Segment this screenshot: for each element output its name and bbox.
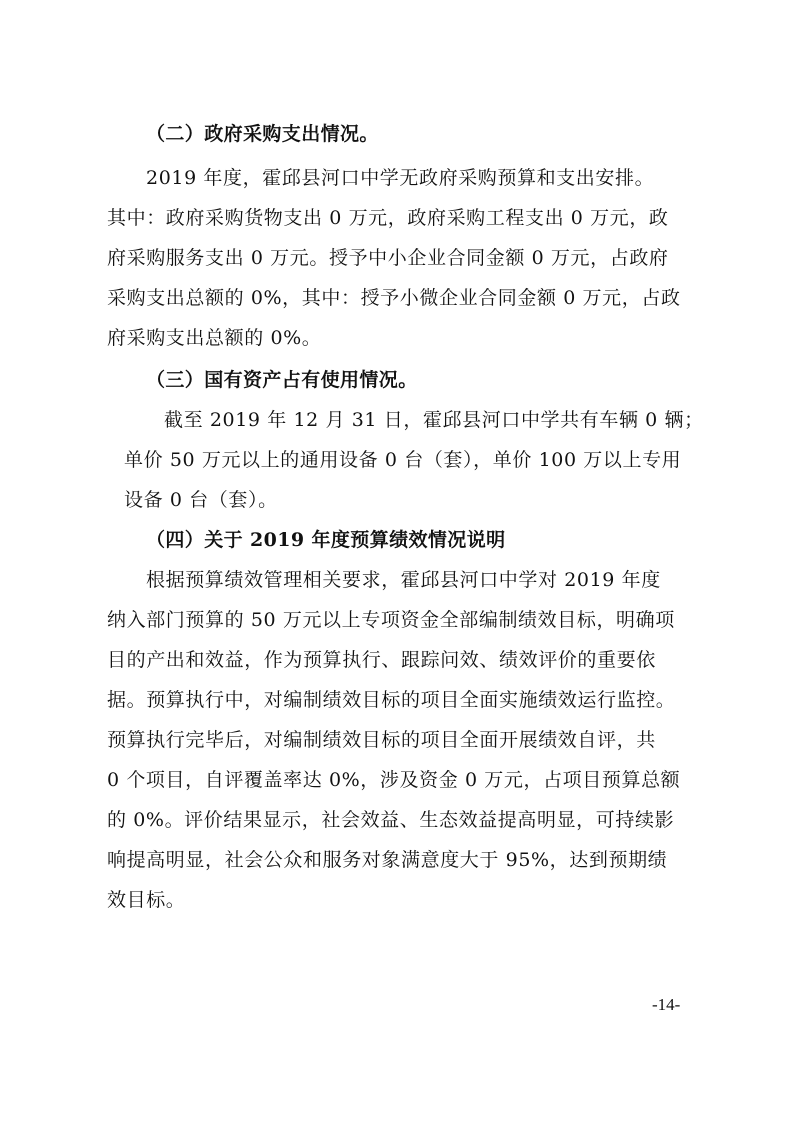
section-3-heading: （三）国有资产占有使用情况。 xyxy=(146,369,418,391)
section-4-line-5: 预算执行完毕后，对编制绩效目标的项目全面开展绩效自评，共 xyxy=(107,729,656,751)
section-4-line-3: 目的产出和效益，作为预算执行、跟踪问效、绩效评价的重要依 xyxy=(107,649,656,671)
page-number: -14- xyxy=(652,995,681,1014)
section-4-heading: （四）关于 2019 年度预算绩效情况说明 xyxy=(146,529,506,551)
section-2-heading: （二）政府采购支出情况。 xyxy=(146,123,379,145)
section-3-line-3: 设备 0 台（套）。 xyxy=(124,489,278,511)
section-4-line-4: 据。预算执行中，对编制绩效目标的项目全面实施绩效运行监控。 xyxy=(107,689,676,711)
section-4-line-9: 效目标。 xyxy=(107,889,186,911)
section-4-line-7: 的 0%。评价结果显示，社会效益、生态效益提高明显，可持续影 xyxy=(107,809,675,831)
section-3-line-1: 截至 2019 年 12 月 31 日，霍邱县河口中学共有车辆 0 辆； xyxy=(164,409,704,431)
section-2-line-4: 采购支出总额的 0%，其中：授予小微企业合同金额 0 万元，占政 xyxy=(107,287,681,309)
section-2-line-3: 府采购服务支出 0 万元。授予中小企业合同金额 0 万元，占政府 xyxy=(107,247,669,269)
section-3-line-2: 单价 50 万元以上的通用设备 0 台（套），单价 100 万以上专用 xyxy=(124,449,682,471)
section-4-line-6: 0 个项目，自评覆盖率达 0%，涉及资金 0 万元，占项目预算总额 xyxy=(107,769,681,791)
section-4-line-8: 响提高明显，社会公众和服务对象满意度大于 95%，达到预期绩 xyxy=(107,849,668,871)
section-4-line-1: 根据预算绩效管理相关要求，霍邱县河口中学对 2019 年度 xyxy=(146,569,661,591)
section-2-line-2: 其中：政府采购货物支出 0 万元，政府采购工程支出 0 万元，政 xyxy=(107,207,669,229)
section-4-line-2: 纳入部门预算的 50 万元以上专项资金全部编制绩效目标，明确项 xyxy=(107,609,675,631)
section-2-line-1: 2019 年度，霍邱县河口中学无政府采购预算和支出安排。 xyxy=(146,167,655,189)
section-2-line-5: 府采购支出总额的 0%。 xyxy=(107,327,322,349)
